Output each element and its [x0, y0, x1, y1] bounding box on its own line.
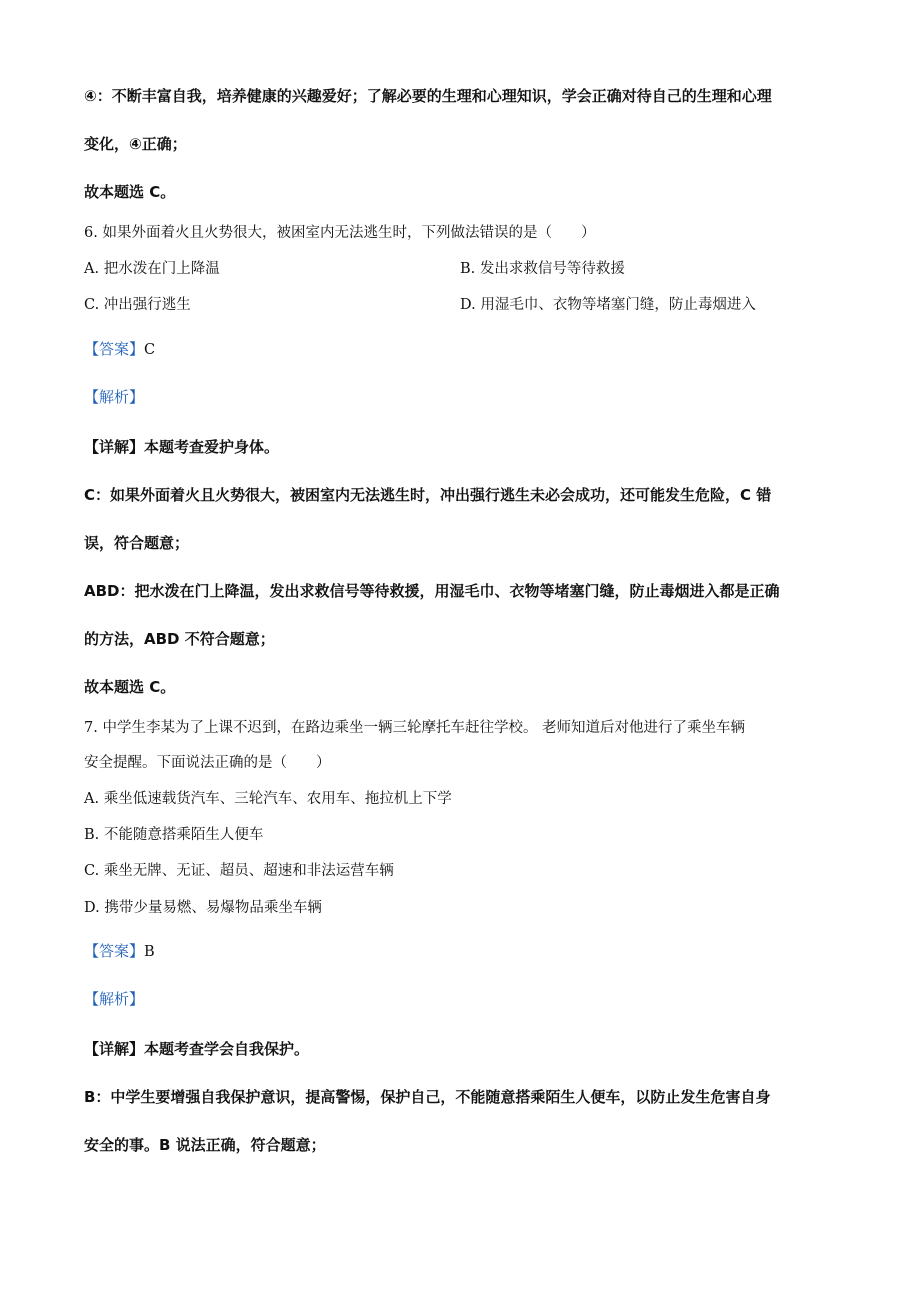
question-7-stem: 7. 中学生李某为了上课不迟到，在路边乘坐一辆三轮摩托车赶往学校。 老师知道后对他进行了乘坐车辆: [84, 720, 746, 736]
question-7-answer: [84, 941, 155, 962]
question-6-detail: 【详解】本题考查爱护身体。: [84, 438, 280, 456]
question-6-explanation-line: ABD：把水泼在门上降温，发出求救信号等待救援，用湿毛巾、衣物等堵塞门缝，防止毒烟进入都是正确: [84, 582, 780, 600]
question-6-option-b: B. 发出求救信号等待救援: [460, 261, 625, 277]
question-7-detail: 【详解】本题考查学会自我保护。: [84, 1040, 310, 1058]
question-7-stem: 安全提醒。下面说法正确的是（ ）: [84, 755, 331, 771]
explanation-line: ④：不断丰富自我，培养健康的兴趣爱好；了解必要的生理和心理知识，学会正确对待自己的生理和心理: [84, 87, 772, 105]
question-7-explanation-line: B：中学生要增强自我保护意识，提高警惕，保护自己，不能随意搭乘陌生人便车，以防止发生危害自身: [84, 1088, 771, 1106]
question-6-option-a: A. 把水泼在门上降温: [84, 261, 220, 277]
question-6-explanation-line: C：如果外面着火且火势很大，被困室内无法逃生时，冲出强行逃生未必会成功，还可能发生危险，C 错: [84, 486, 772, 504]
question-6-analysis-tag: 【解析】: [84, 388, 145, 406]
conclusion-line: 故本题选 C。: [84, 183, 176, 201]
answer-tag: 【答案】: [84, 340, 145, 358]
question-7-option-a: A. 乘坐低速载货汽车、三轮汽车、农用车、拖拉机上下学: [84, 791, 452, 807]
question-6-explanation-line: 的方法，ABD 不符合题意；: [84, 630, 275, 648]
answer-value: C: [144, 342, 156, 358]
question-6-explanation-line: 误，符合题意；: [84, 534, 190, 552]
question-7-option-d: D. 携带少量易燃、易爆物品乘坐车辆: [84, 900, 322, 916]
question-7-option-b: B. 不能随意搭乘陌生人便车: [84, 827, 264, 843]
question-6-option-c: C. 冲出强行逃生: [84, 297, 191, 313]
answer-value: B: [144, 944, 155, 960]
question-6-conclusion: 故本题选 C。: [84, 678, 176, 696]
question-6-stem: 6. 如果外面着火且火势很大，被困室内无法逃生时，下列做法错误的是（ ）: [84, 225, 596, 241]
question-7-explanation-line: 安全的事。B 说法正确，符合题意；: [84, 1136, 326, 1154]
question-7-option-c: C. 乘坐无牌、无证、超员、超速和非法运营车辆: [84, 863, 394, 879]
question-7-analysis-tag: 【解析】: [84, 990, 145, 1008]
question-6-answer: [84, 339, 155, 360]
explanation-line: 变化，④正确；: [84, 135, 187, 153]
question-6-option-d: D. 用湿毛巾、衣物等堵塞门缝，防止毒烟进入: [460, 297, 756, 313]
answer-tag: 【答案】: [84, 942, 145, 960]
